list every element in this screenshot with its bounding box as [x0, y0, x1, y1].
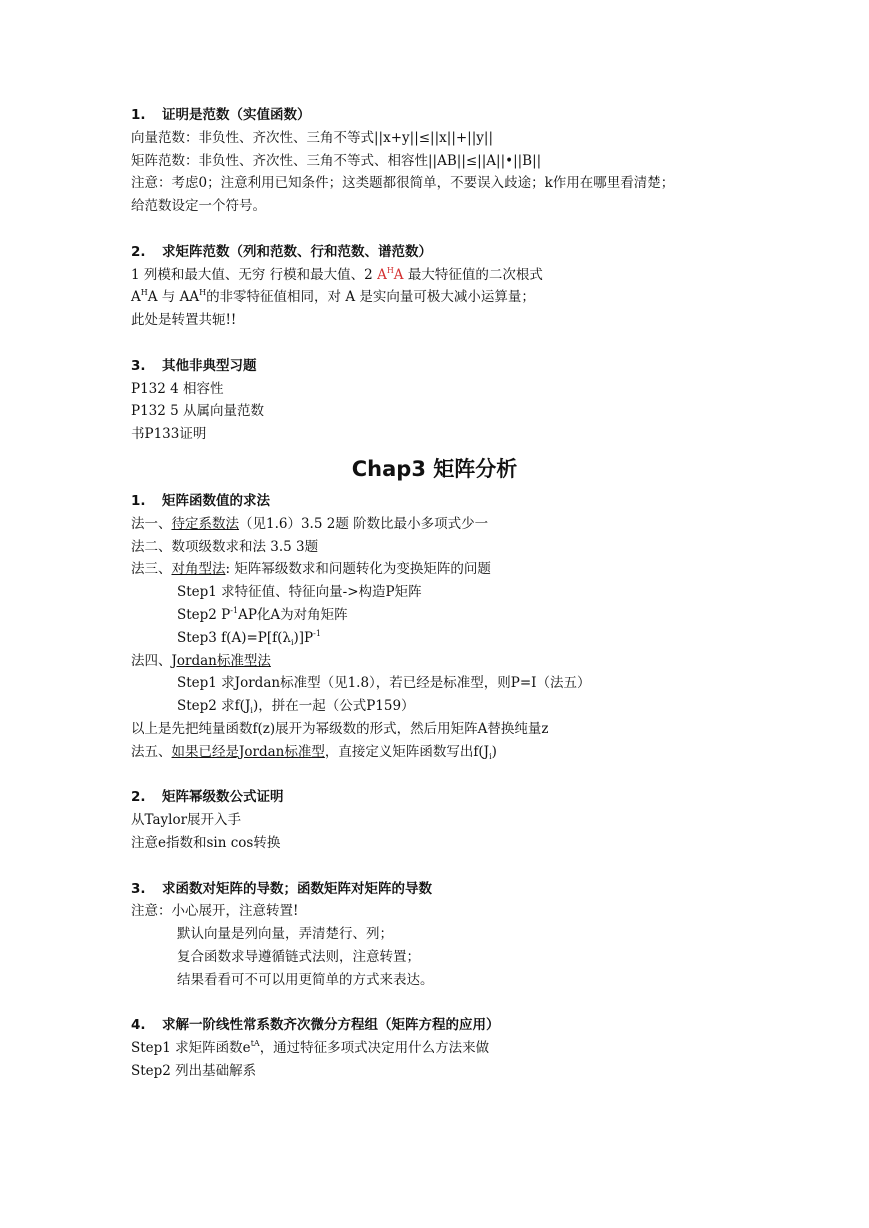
text-span: Step1 求矩阵函数e [131, 1040, 251, 1057]
subscript: i [290, 637, 294, 647]
text-line: 向量范数：非负性、齐次性、三角不等式||x+y||≤||x||+||y|| [131, 129, 493, 146]
text-span: )，拼在一起（公式P159） [252, 698, 415, 715]
superscript: -1 [313, 628, 321, 638]
text-line [131, 695, 751, 718]
text-span: : 矩阵幂级数求和问题转化为变换矩阵的问题 [225, 561, 491, 578]
text-line: 矩阵范数：非负性、齐次性、三角不等式、相容性||AB||≤||A||•||B|| [131, 152, 542, 169]
section-heading [131, 786, 751, 809]
text-line [131, 604, 751, 627]
text-line: 书P133证明 [131, 426, 207, 443]
section-title: 求解一阶线性常系数齐次微分方程组（矩阵方程的应用） [162, 1017, 500, 1034]
text-line [131, 1037, 751, 1060]
text-span: A [131, 289, 141, 306]
text-span: A 与 AA [147, 289, 200, 306]
section-number: 1. [131, 107, 146, 123]
section-number: 4. [131, 1017, 146, 1034]
text-span: A [377, 266, 387, 283]
text-line [131, 650, 751, 673]
superscript: -1 [230, 605, 239, 615]
text-line: 注意：考虑0；注意利用已知条件；这类题都很简单，不要误入歧途；k作用在哪里看清楚； [131, 175, 675, 192]
section-title: 求函数对矩阵的导数；函数矩阵对矩阵的导数 [162, 880, 432, 897]
text-line: Step1 求Jordan标准型（见1.8），若已经是标准型，则P=I（法五） [177, 675, 591, 692]
blank-line [131, 332, 751, 355]
subscript: i [489, 751, 492, 761]
section-title: 矩阵幂级数公式证明 [162, 789, 284, 806]
text-span: 法四、 [131, 652, 172, 669]
superscript: tA [250, 1039, 260, 1049]
section-title: 矩阵函数值的求法 [162, 492, 270, 509]
text-span: Step2 求f(J [177, 698, 251, 715]
text-line [131, 513, 751, 536]
section-number: 1. [131, 492, 146, 509]
subscript: i [250, 706, 253, 716]
section-heading [131, 104, 751, 127]
section-number: 2. [131, 789, 146, 806]
text-span: 法五、 [131, 743, 172, 760]
superscript: H [140, 288, 148, 298]
text-span: 最大特征值的二次根式 [403, 266, 543, 283]
text-span: ，直接定义矩阵函数写出f(J [324, 743, 490, 760]
blank-line [131, 855, 751, 878]
text-line: 给范数设定一个符号。 [131, 198, 266, 215]
text-line: P132 5 从属向量范数 [131, 403, 265, 420]
text-line [131, 741, 751, 764]
text-line: 从Taylor展开入手 [131, 812, 242, 829]
text-line: 此处是转置共轭!! [131, 312, 237, 329]
text-span: Step3 f(A)=P[f(λ [177, 629, 291, 646]
underlined-term: 对角型法 [171, 561, 226, 578]
section-heading [131, 490, 751, 513]
text-line: 法二、数项级数求和法 3.5 3题 [131, 538, 319, 555]
blank-line [131, 991, 751, 1014]
text-span: )]P [293, 629, 314, 646]
blank-line [131, 764, 751, 787]
text-span: 1 列模和最大值、无穷 行模和最大值、2 [131, 266, 378, 283]
text-span: A [393, 266, 404, 283]
section-title: 其他非典型习题 [162, 357, 257, 374]
section-number: 3. [131, 357, 146, 374]
text-line [131, 286, 751, 309]
underlined-term: Jordan标准型法 [171, 652, 271, 669]
text-line: 以上是先把纯量函数f(z)展开为幂级数的形式，然后用矩阵A替换纯量z [131, 720, 549, 737]
text-line: Step1 求特征值、特征向量->构造P矩阵 [177, 584, 422, 601]
text-line: 复合函数求导遵循链式法则，注意转置； [177, 948, 420, 965]
underlined-term: 如果已经是Jordan标准型 [171, 743, 325, 760]
highlight-red [377, 267, 403, 283]
text-span: 的非零特征值相同，对 A 是实向量可极大减小运算量； [206, 289, 535, 306]
text-line: Step2 列出基础解系 [131, 1062, 257, 1079]
text-span: （见1.6）3.5 2题 阶数比最小多项式少一 [239, 515, 489, 532]
section-heading [131, 1014, 751, 1037]
section-number: 2. [131, 243, 146, 260]
text-line [131, 264, 751, 287]
text-span: ) [491, 743, 497, 760]
section-number: 3. [131, 880, 146, 897]
superscript: H [386, 265, 394, 275]
chapter-title: Chap3 矩阵分析 [351, 456, 518, 481]
section-heading [131, 241, 751, 264]
text-span: AP化A为对角矩阵 [238, 606, 348, 623]
text-line: 注意e指数和sin cos转换 [131, 834, 281, 851]
text-line: 默认向量是列向量，弄清楚行、列； [177, 926, 393, 943]
text-line: P132 4 相容性 [131, 380, 224, 397]
text-line: 注意：小心展开，注意转置! [131, 903, 299, 920]
blank-line [131, 218, 751, 241]
text-span: 法一、 [131, 515, 172, 532]
section-title: 证明是范数（实值函数） [162, 107, 311, 123]
section-title: 求矩阵范数（列和范数、行和范数、谱范数） [162, 243, 432, 260]
text-span: Step2 P [177, 606, 231, 623]
text-line [131, 558, 751, 581]
superscript: H [199, 288, 207, 298]
section-heading [131, 878, 751, 901]
document-page [131, 104, 751, 1083]
section-heading [131, 355, 751, 378]
text-line: 结果看看可不可以用更简单的方式来表达。 [177, 971, 434, 988]
underlined-term: 待定系数法 [171, 515, 239, 532]
text-span: ，通过特征多项式决定用什么方法来做 [259, 1040, 490, 1057]
text-line [131, 627, 751, 650]
text-span: 法三、 [131, 561, 172, 578]
